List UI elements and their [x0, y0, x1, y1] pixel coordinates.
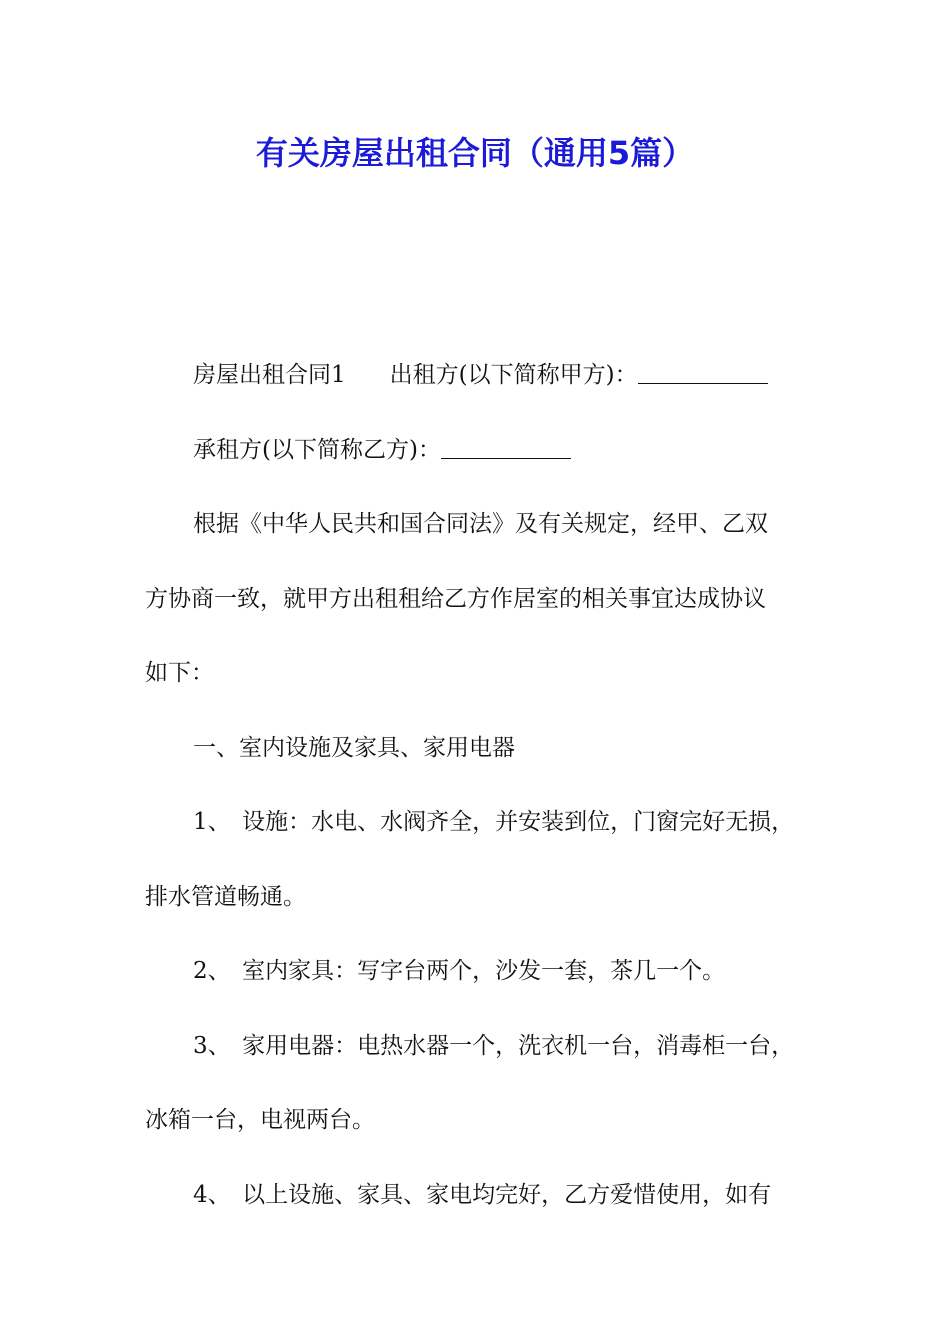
lessor-blank	[638, 353, 768, 384]
paragraph-line: 方协商一致，就甲方出租租给乙方作居室的相关事宜达成协议	[145, 585, 766, 612]
list-item: 4、 以上设施、家具、家电均完好，乙方爱惜使用，如有	[193, 1181, 772, 1208]
paragraph-line: 根据《中华人民共和国合同法》及有关规定，经甲、乙双	[193, 511, 768, 537]
paragraph-line: 冰箱一台，电视两台。	[145, 1107, 375, 1133]
list-item: 2、 室内家具：写字台两个，沙发一套，茶几一个。	[193, 958, 726, 984]
section-heading: 一、室内设施及家具、家用电器	[193, 734, 515, 761]
document-title: 有关房屋出租合同（通用5篇）	[255, 134, 695, 172]
document-body	[145, 338, 810, 1232]
paragraph-line: 如下：	[145, 660, 214, 686]
lessee-label: 承租方(以下简称乙方)：	[193, 436, 441, 463]
list-item: 3、 家用电器：电热水器一个，洗衣机一台，消毒柜一台，	[193, 1032, 795, 1059]
contract-heading-line	[145, 338, 810, 413]
paragraph-line: 排水管道畅通。	[145, 883, 306, 910]
lessee-line	[145, 413, 810, 488]
list-item: 1、 设施：水电、水阀齐全，并安装到位，门窗完好无损，	[193, 809, 795, 835]
contract-number-label: 房屋出租合同1	[193, 362, 346, 388]
lessee-blank	[441, 428, 571, 459]
lessor-label: 出租方(以下简称甲方)：	[389, 362, 638, 388]
